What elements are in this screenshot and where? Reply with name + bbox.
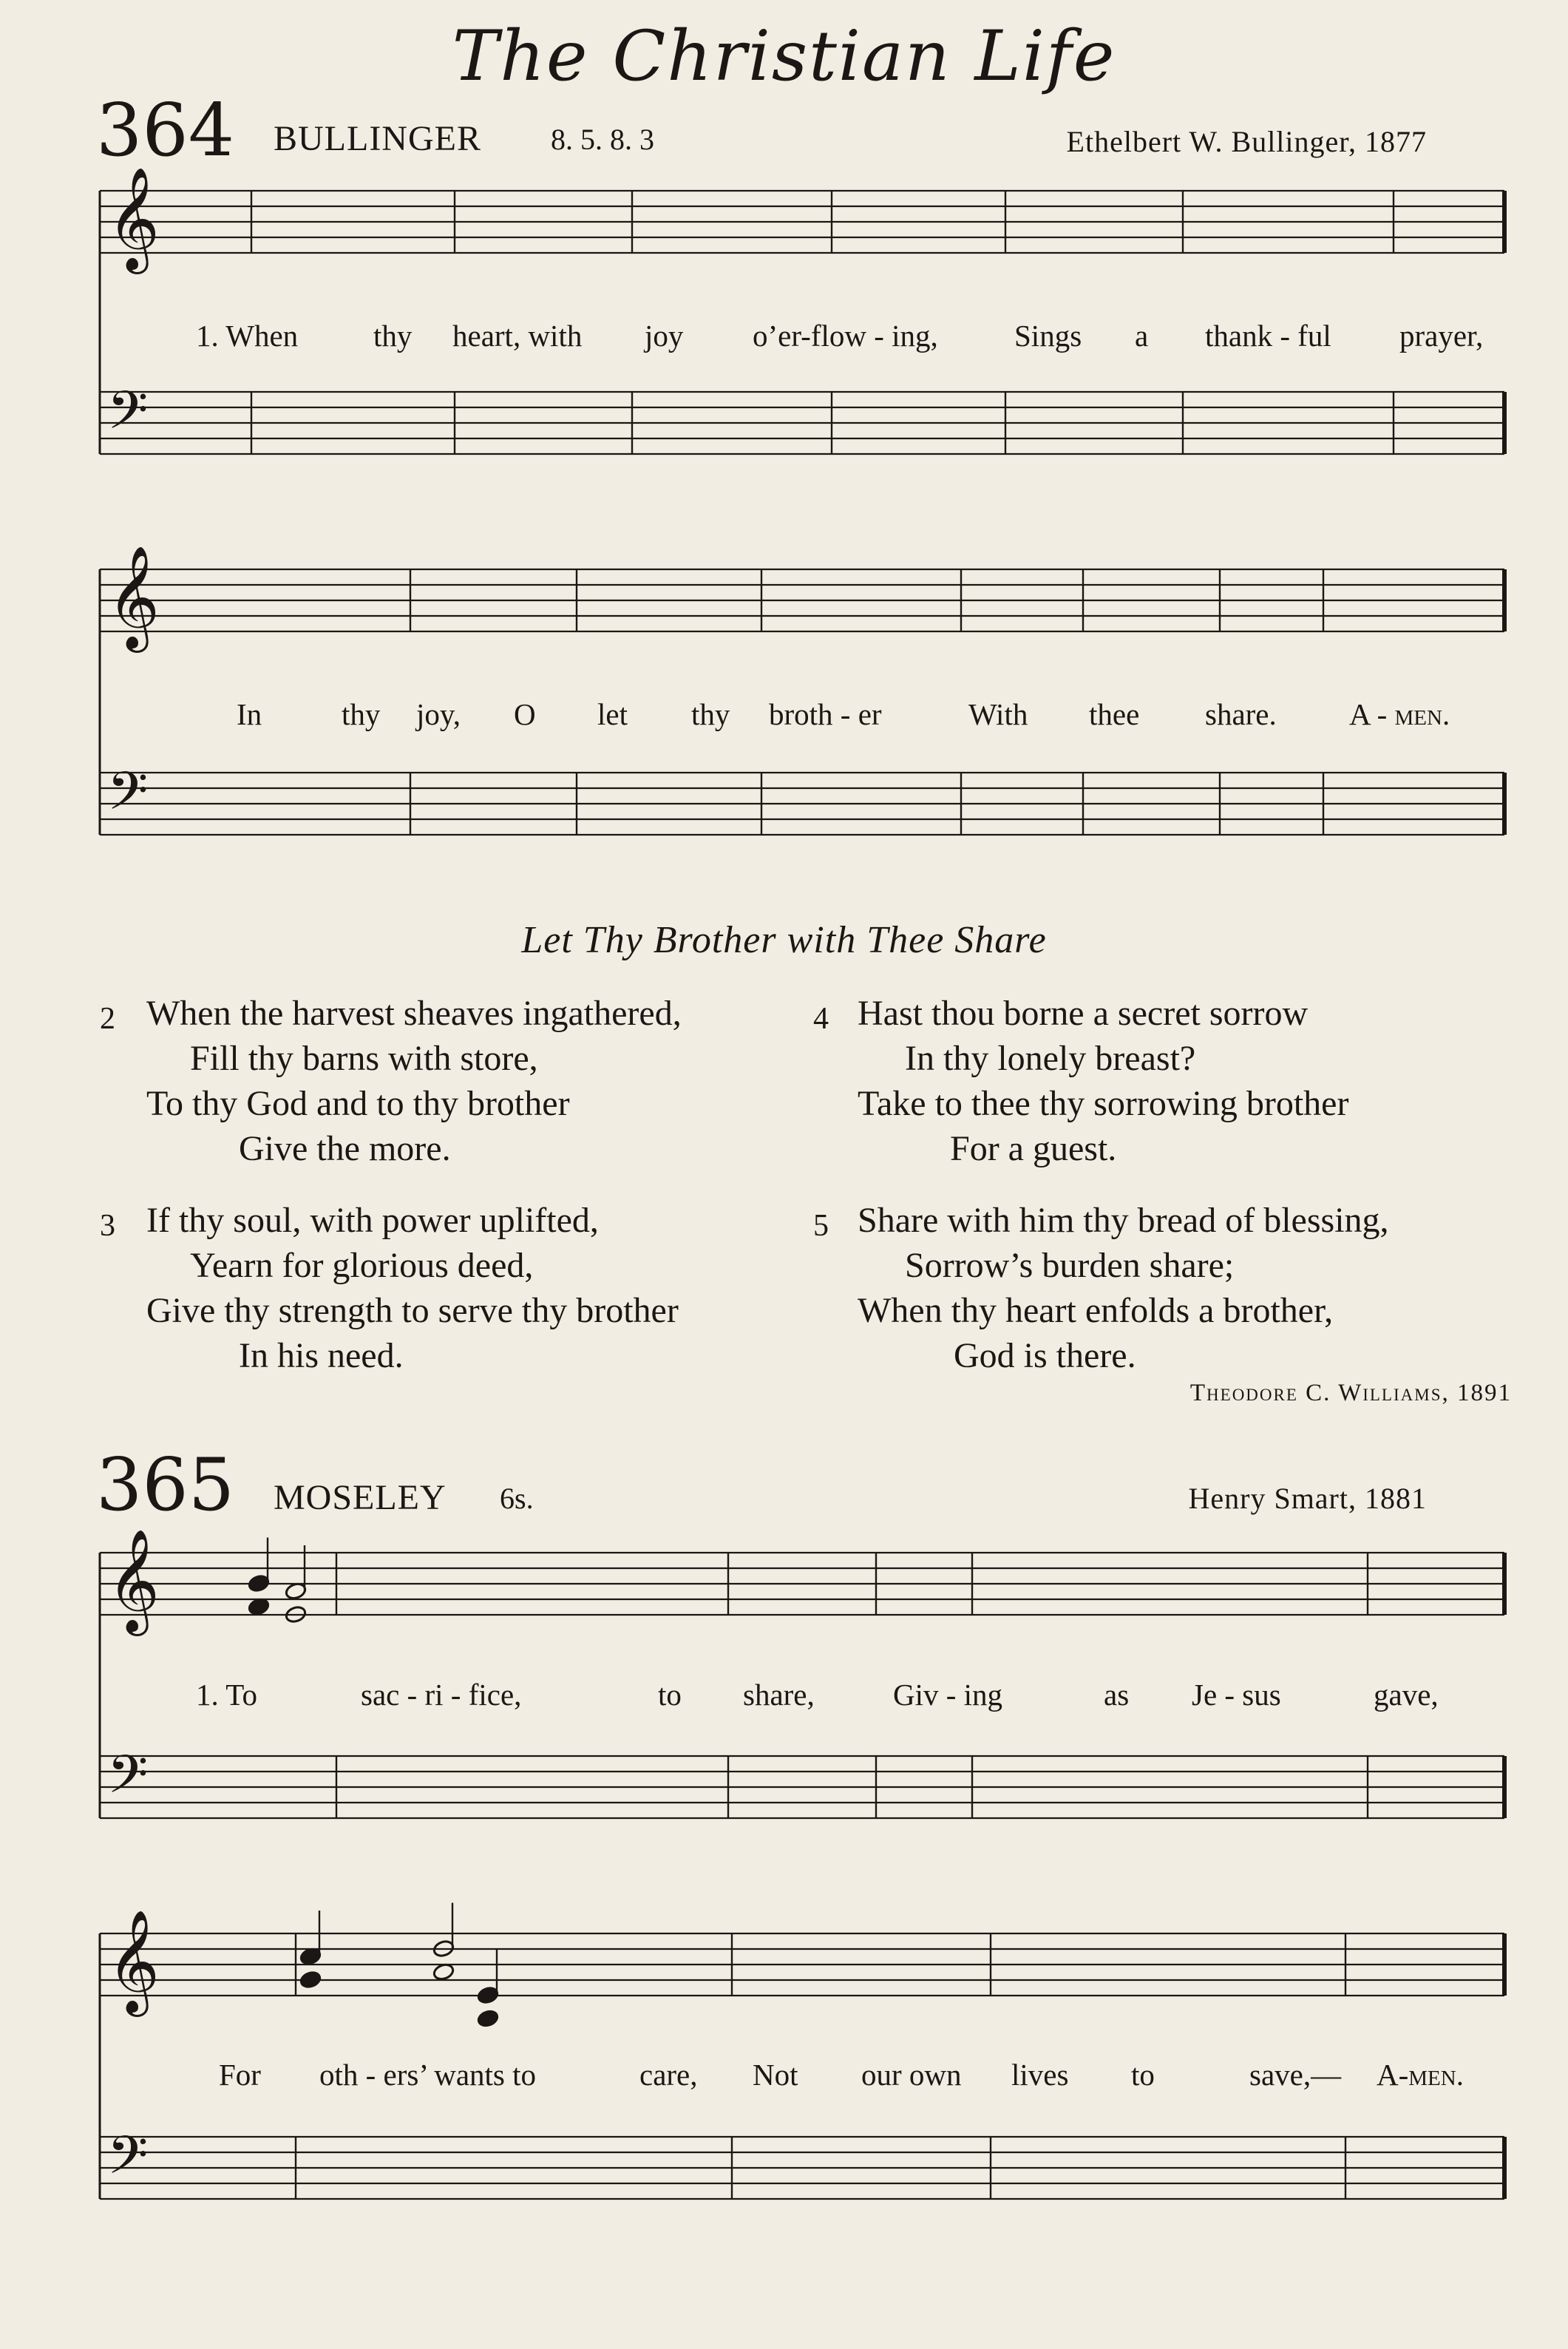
bass-clef: 𝄢 <box>107 1744 149 1818</box>
bass-clef: 𝄢 <box>107 2125 149 2199</box>
tune-name: MOSELEY <box>274 1478 447 1517</box>
lyric-syllable: With <box>968 697 1028 731</box>
lyric-amen: A - men. <box>1349 697 1450 731</box>
treble-clef: 𝄞 <box>107 1910 160 2013</box>
lyric-syllable: thank - ful <box>1205 319 1331 353</box>
stanza-line: Take to thee thy sorrowing brother <box>858 1084 1349 1123</box>
tune-name: BULLINGER <box>274 119 481 158</box>
stanza-number: 2 <box>100 1002 115 1036</box>
lyric-syllable: prayer, <box>1399 319 1484 353</box>
lyric-syllable: Sings <box>1014 319 1082 353</box>
stanza-line: To thy God and to thy brother <box>146 1084 570 1123</box>
stanza-4 <box>813 991 1523 1171</box>
notes <box>248 1538 500 2028</box>
bass-clef: 𝄢 <box>107 761 149 835</box>
lyric-syllable: thee <box>1089 697 1140 731</box>
composer: Henry Smart, 1881 <box>1188 1482 1427 1515</box>
treble-clef: 𝄞 <box>107 1529 160 1632</box>
lyric-syllable: care, <box>639 2058 698 2092</box>
lyric-syllable: our own <box>861 2058 962 2092</box>
stanza-line: For a guest. <box>950 1129 1117 1168</box>
lyric-syllable: to <box>658 1678 682 1712</box>
lyric-syllable: save,— <box>1249 2058 1342 2092</box>
stanza-line: If thy soul, with power uplifted, <box>146 1201 599 1240</box>
lyric-syllable: let <box>597 697 628 731</box>
lyric-amen: A-men. <box>1377 2058 1464 2092</box>
hymn-number: 364 <box>96 89 235 173</box>
lyric-syllable: For <box>219 2058 261 2092</box>
lyric-syllable: gave, <box>1374 1678 1439 1712</box>
stanza-5 <box>813 1198 1523 1378</box>
lyric-syllable: thy <box>373 319 413 353</box>
stanza-line: In thy lonely breast? <box>905 1039 1196 1078</box>
stanza-number: 5 <box>813 1209 829 1243</box>
lyric-syllable: oth - ers’ wants to <box>319 2058 537 2092</box>
lyric-syllable: heart, with <box>452 319 583 353</box>
lyric-syllable: share. <box>1205 697 1277 731</box>
treble-clef: 𝄞 <box>107 167 160 270</box>
stanza-line: When thy heart enfolds a brother, <box>858 1291 1334 1330</box>
lyric-syllable: thy <box>691 697 730 731</box>
composer: Ethelbert W. Bullinger, 1877 <box>1066 125 1427 158</box>
stanza-line: Give thy strength to serve thy brother <box>146 1291 679 1330</box>
lyric-syllable: thy <box>342 697 381 731</box>
section-title: The Christian Life <box>452 16 1116 97</box>
lyric-syllable: In <box>237 697 262 731</box>
staff-lines <box>100 191 1504 2199</box>
stanza-line: Fill thy barns with store, <box>190 1039 538 1078</box>
stanza-line: Share with him thy bread of blessing, <box>858 1201 1389 1240</box>
note-head <box>248 1574 271 1593</box>
lyric-syllable: 1. When <box>196 319 299 353</box>
stanza-line: God is there. <box>954 1336 1136 1375</box>
stanza-line: Give the more. <box>239 1129 451 1168</box>
lyric-syllable: as <box>1104 1678 1130 1712</box>
hymn-subtitle: Let Thy Brother with Thee Share <box>521 919 1047 961</box>
lyric-syllable: Je - sus <box>1192 1678 1281 1712</box>
stanza-line: When the harvest sheaves ingathered, <box>146 994 682 1033</box>
lyric-syllable: to <box>1131 2058 1155 2092</box>
lyric-syllable: sac - ri - fice, <box>361 1678 522 1712</box>
lyric-syllable: O <box>514 697 536 731</box>
stanza-line: In his need. <box>239 1336 404 1375</box>
meter: 6s. <box>500 1482 534 1515</box>
stanza-number: 4 <box>813 1002 829 1036</box>
lyric-syllable: 1. To <box>196 1678 257 1712</box>
note-head <box>477 2009 500 2028</box>
lyric-syllable: lives <box>1011 2058 1069 2092</box>
stanza-line: Sorrow’s burden share; <box>905 1246 1235 1285</box>
lyric-syllable: joy <box>645 319 684 353</box>
stanza-3 <box>100 1198 810 1378</box>
stanza-line: Hast thou borne a secret sorrow <box>858 994 1309 1033</box>
lyric-syllable: Giv - ing <box>893 1678 1003 1712</box>
bass-clef: 𝄢 <box>107 380 149 454</box>
treble-clef: 𝄞 <box>107 546 160 648</box>
lyric-syllable: joy, <box>416 697 461 731</box>
hymn-number: 365 <box>96 1443 235 1528</box>
stanza-2 <box>100 991 810 1171</box>
meter: 8. 5. 8. 3 <box>551 123 654 156</box>
lyric-syllable: broth - er <box>769 697 882 731</box>
stanza-line: Yearn for glorious deed, <box>190 1246 534 1285</box>
lyric-syllable: o’er-flow - ing, <box>753 319 938 353</box>
lyric-syllable: share, <box>743 1678 815 1712</box>
text-author: Theodore C. Williams, 1891 <box>1189 1380 1512 1406</box>
lyric-syllable: a <box>1135 319 1149 353</box>
note-head <box>477 1986 500 2005</box>
note-head <box>299 1970 322 1990</box>
clefs <box>107 167 160 2199</box>
stanza-number: 3 <box>100 1209 115 1243</box>
lyric-syllable: Not <box>753 2058 798 2092</box>
